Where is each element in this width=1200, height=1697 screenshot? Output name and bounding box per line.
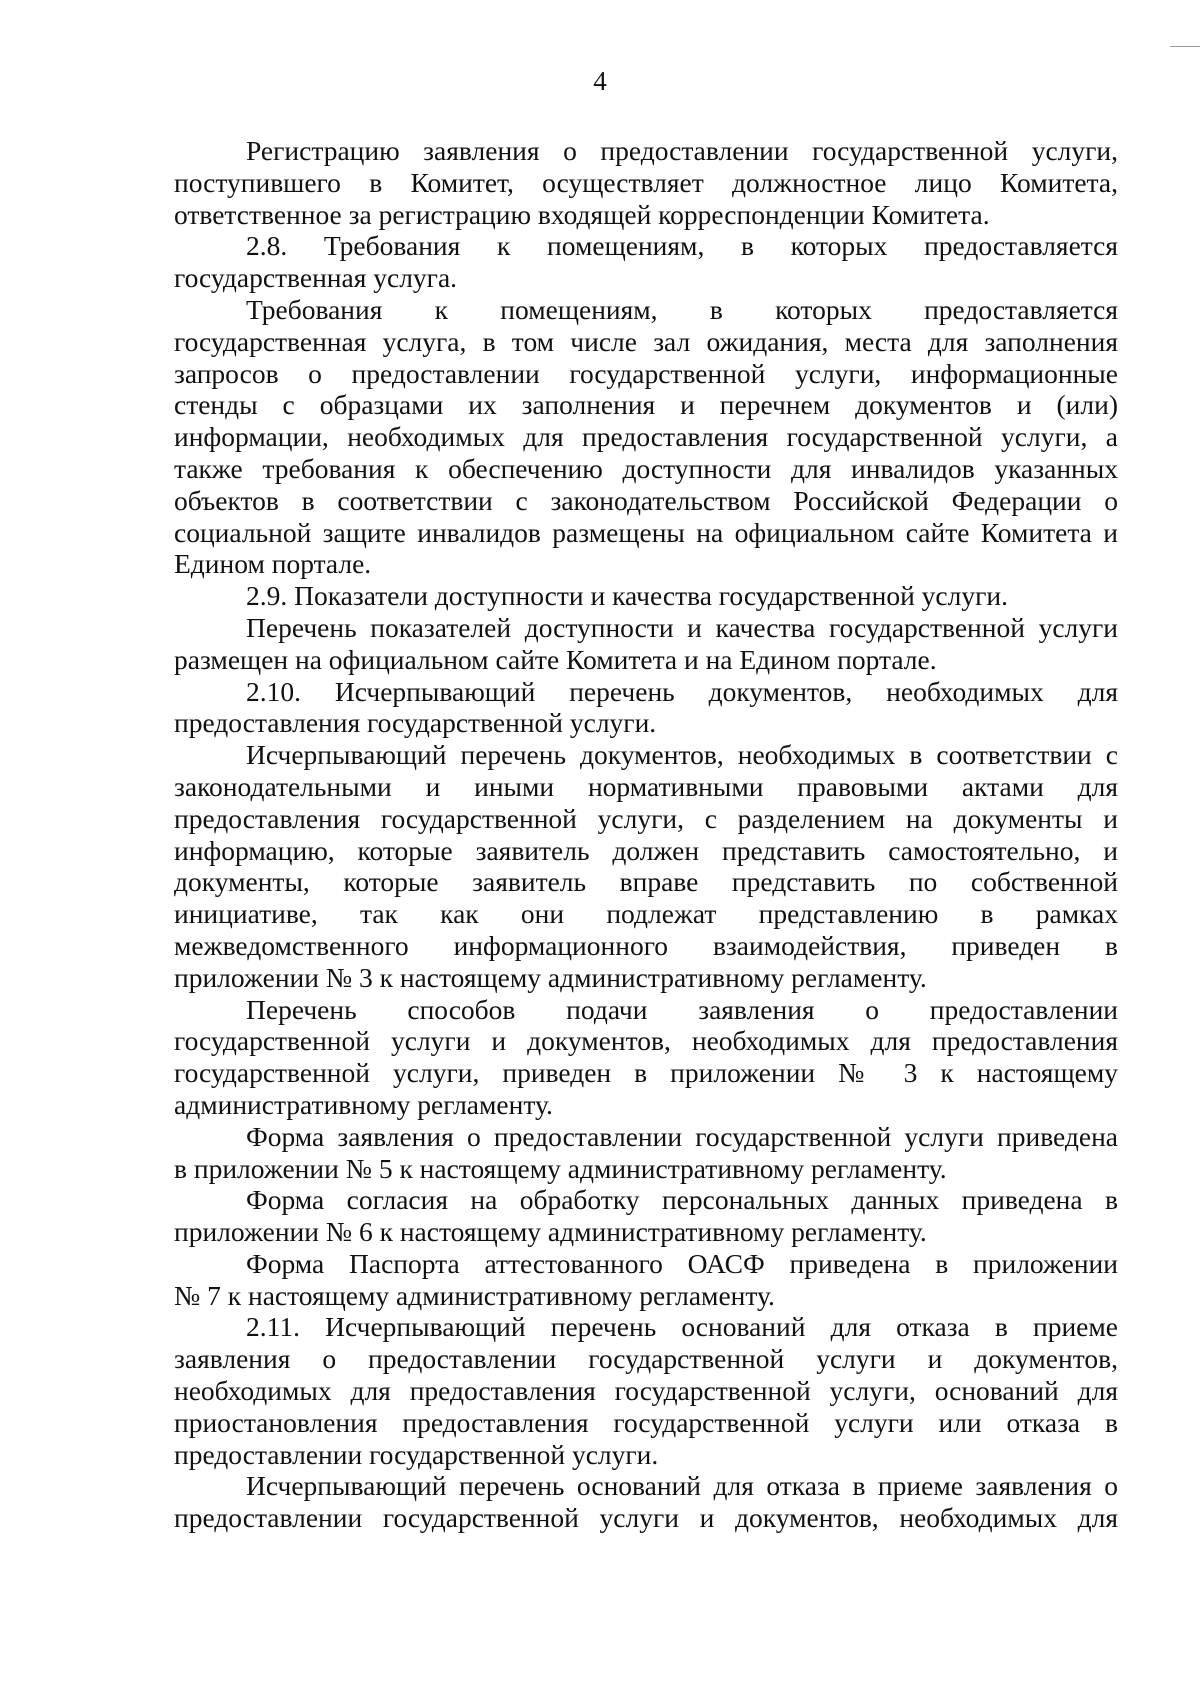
text-line: Форма согласия на обработку персональных данных приведена в: [246, 1184, 1118, 1216]
text-line: в приложении № 5 к настоящему административному регламенту.: [174, 1152, 947, 1184]
text-line: размещен на официальном сайте Комитета и на Едином портале.: [174, 643, 937, 675]
text-line: административному регламенту.: [174, 1088, 553, 1120]
text-line: Требования к помещениям, в которых предоставляется: [246, 293, 1118, 325]
text-line: межведомственного информационного взаимодействия, приведен в: [174, 929, 1118, 961]
text-line: 2.11. Исчерпывающий перечень оснований для отказа в приеме: [246, 1311, 1118, 1343]
text-line: ответственное за регистрацию входящей корреспонденции Комитета.: [174, 198, 990, 230]
text-line: 2.8. Требования к помещениям, в которых предоставляется: [246, 230, 1118, 262]
text-line: приложении № 3 к настоящему административному регламенту.: [174, 961, 927, 993]
text-line: приложении № 6 к настоящему административному регламенту.: [174, 1216, 927, 1248]
text-line: Исчерпывающий перечень документов, необходимых в соответствии с: [246, 739, 1118, 771]
text-line: законодательными и иными нормативными правовыми актами для: [174, 770, 1118, 802]
text-line: Форма Паспорта аттестованного ОАСФ приведена в приложении: [246, 1247, 1118, 1279]
scan-edge-mark: [1170, 46, 1200, 47]
text-line: 2.10. Исчерпывающий перечень документов, необходимых для: [246, 675, 1118, 707]
text-line: государственная услуга.: [174, 262, 458, 294]
text-line: стенды с образцами их заполнения и перечнем документов и (или): [174, 389, 1118, 421]
text-line: Едином портале.: [174, 548, 372, 580]
text-line: приостановления предоставления государственной услуги или отказа в: [174, 1406, 1118, 1438]
text-line: государственная услуга, в том числе зал ожидания, места для заполнения: [174, 325, 1118, 357]
text-line: объектов в соответствии с законодательством Российской Федерации о: [174, 484, 1118, 516]
text-line: Перечень способов подачи заявления о предоставлении: [246, 993, 1118, 1025]
text-line: Регистрацию заявления о предоставлении государственной услуги,: [246, 135, 1118, 166]
text-line: предоставлении государственной услуги и документов, необходимых для: [174, 1502, 1118, 1534]
text-line: 2.9. Показатели доступности и качества государственной услуги.: [246, 580, 1008, 612]
body-text: [174, 135, 1118, 1534]
text-line: предоставлении государственной услуги.: [174, 1438, 659, 1470]
text-line: социальной защите инвалидов размещены на официальном сайте Комитета и: [174, 516, 1118, 548]
text-line: документы, которые заявитель вправе представить по собственной: [174, 866, 1118, 898]
text-line: инициативе, так как они подлежат представлению в рамках: [174, 898, 1118, 930]
text-line: информацию, которые заявитель должен представить самостоятельно, и: [174, 834, 1118, 866]
text-line: Перечень показателей доступности и качества государственной услуги: [246, 611, 1118, 643]
text-line: государственной услуги, приведен в приложении № 3 к настоящему: [174, 1057, 1118, 1089]
page-number: 4: [593, 66, 607, 96]
text-line: предоставления государственной услуги.: [174, 707, 657, 739]
text-line: также требования к обеспечению доступности для инвалидов указанных: [174, 452, 1118, 484]
text-line: Форма заявления о предоставлении государственной услуги приведена: [246, 1120, 1118, 1152]
text-line: предоставления государственной услуги, с разделением на документы и: [174, 802, 1118, 834]
text-line: государственной услуги и документов, необходимых для предоставления: [174, 1025, 1118, 1057]
text-line: необходимых для предоставления государственной услуги, оснований для: [174, 1375, 1118, 1407]
text-line: заявления о предоставлении государственной услуги и документов,: [174, 1343, 1118, 1375]
text-line: поступившего в Комитет, осуществляет должностное лицо Комитета,: [174, 166, 1118, 198]
text-line: № 7 к настоящему административному регламенту.: [174, 1279, 775, 1311]
text-line: информации, необходимых для предоставления государственной услуги, а: [174, 421, 1118, 453]
text-line: Исчерпывающий перечень оснований для отказа в приеме заявления о: [246, 1470, 1118, 1502]
text-line: запросов о предоставлении государственной услуги, информационные: [174, 357, 1118, 389]
